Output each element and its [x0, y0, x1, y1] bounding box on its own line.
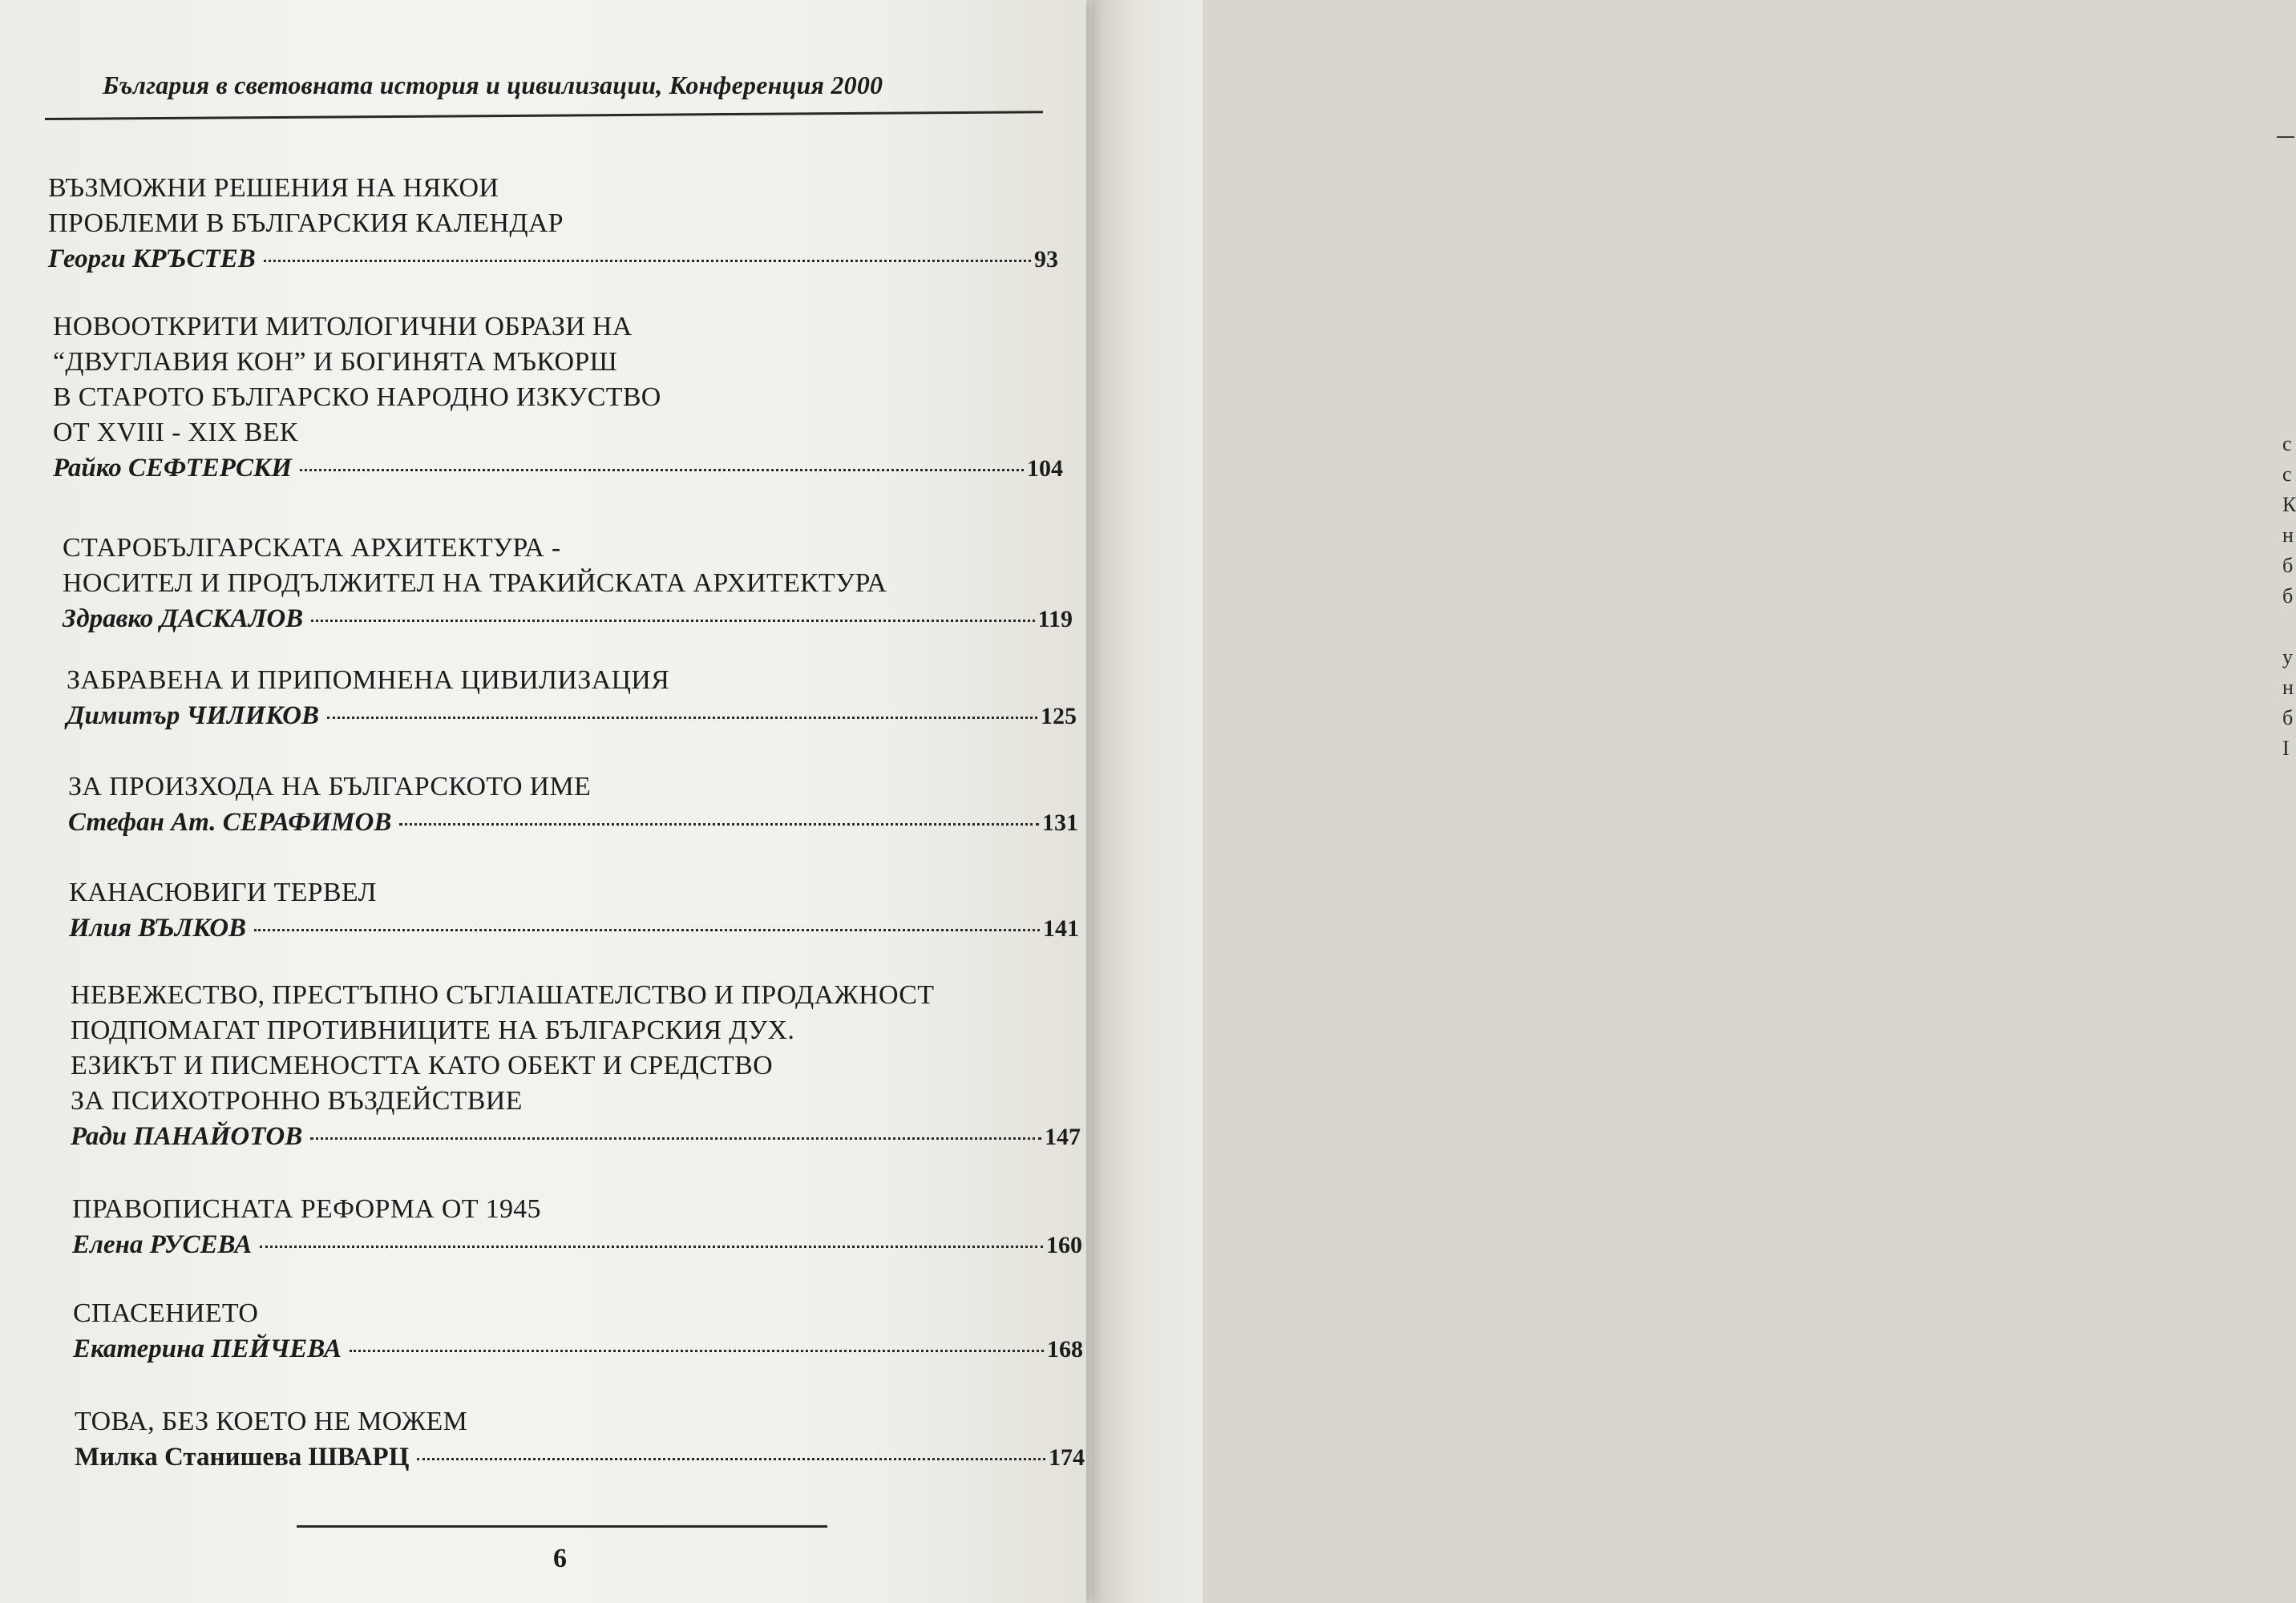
- entry-author: Милка Станишева ШВАРЦ: [75, 1443, 410, 1472]
- toc-entry: [48, 171, 1058, 277]
- entry-author: Райко СЕФТЕРСКИ: [53, 454, 292, 483]
- entry-page-number: 104: [1027, 455, 1063, 482]
- entry-title-line: НОСИТЕЛ И ПРОДЪЛЖИТЕЛ НА ТРАКИЙСКАТА АРХИТЕКТУРА: [63, 568, 887, 598]
- entry-title-line: ЗАБРАВЕНА И ПРИПОМНЕНА ЦИВИЛИЗАЦИЯ: [67, 665, 670, 695]
- entry-title-line: ВЪЗМОЖНИ РЕШЕНИЯ НА НЯКОИ: [48, 173, 499, 203]
- entry-title-line: КАНАСЮВИГИ ТЕРВЕЛ: [69, 878, 377, 907]
- dot-leader: [254, 929, 1040, 931]
- entry-page-number: 131: [1042, 810, 1078, 836]
- entry-author-row: [67, 698, 1077, 734]
- dot-leader: [300, 469, 1024, 471]
- entry-author: Екатерина ПЕЙЧЕВА: [73, 1334, 342, 1363]
- entry-author: Здравко ДАСКАЛОВ: [63, 604, 304, 633]
- entry-title-line: ПРАВОПИСНАТА РЕФОРМА ОТ 1945: [72, 1194, 541, 1224]
- facing-page-text-fragments: с с К н б б у н б I: [2282, 432, 2296, 760]
- entry-author: Георги КРЪСТЕВ: [48, 244, 256, 273]
- toc-entry: [73, 1296, 1083, 1367]
- entry-author: Ради ПАНАЙОТОВ: [71, 1122, 303, 1151]
- entry-page-number: 119: [1037, 606, 1073, 632]
- dot-leader: [417, 1458, 1045, 1460]
- entry-title-line: ТОВА, БЕЗ КОЕТО НЕ МОЖЕМ: [75, 1407, 468, 1436]
- entry-author-row: [73, 1331, 1083, 1367]
- entry-author: Елена РУСЕВА: [72, 1230, 253, 1259]
- toc-entry: [69, 875, 1079, 947]
- entry-author-row: [68, 805, 1078, 841]
- entry-title-line: В СТАРОТО БЪЛГАРСКО НАРОДНО ИЗКУСТВО: [53, 382, 661, 412]
- dot-leader: [327, 717, 1037, 719]
- entry-title-line: ЗА ПСИХОТРОННО ВЪЗДЕЙСТВИЕ: [71, 1086, 523, 1116]
- entry-author-row: [63, 601, 1073, 637]
- dot-leader: [311, 620, 1034, 622]
- entry-author-row: [75, 1439, 1085, 1476]
- footer-rule: [297, 1525, 827, 1528]
- toc-entry: [71, 978, 1081, 1155]
- entry-page-number: 93: [1034, 246, 1058, 273]
- entry-author-row: [48, 241, 1058, 277]
- facing-page-rule: [2277, 136, 2294, 138]
- toc-entry: [75, 1404, 1085, 1476]
- toc-entry: [68, 769, 1078, 841]
- entry-title-line: ОТ XVIII - XIX ВЕК: [53, 418, 298, 447]
- entry-author: Димитър ЧИЛИКОВ: [67, 701, 319, 730]
- entry-page-number: 168: [1047, 1336, 1083, 1363]
- toc-entry: [67, 663, 1077, 734]
- entry-page-number: 174: [1049, 1444, 1085, 1471]
- entry-title-line: ЗА ПРОИЗХОДА НА БЪЛГАРСКОТО ИМЕ: [68, 772, 592, 802]
- entry-page-number: 125: [1041, 703, 1077, 729]
- dot-leader: [350, 1350, 1044, 1352]
- entry-title-line: СТАРОБЪЛГАРСКАТА АРХИТЕКТУРА -: [63, 533, 561, 563]
- entry-author: Стефан Ат. СЕРАФИМОВ: [68, 808, 392, 837]
- dot-leader: [399, 823, 1039, 826]
- dot-leader: [260, 1246, 1043, 1248]
- entry-title-line: НОВООТКРИТИ МИТОЛОГИЧНИ ОБРАЗИ НА: [53, 312, 633, 341]
- toc-entry: [53, 309, 1063, 487]
- dot-leader: [310, 1137, 1041, 1140]
- facing-page-edge: [1092, 0, 2296, 1603]
- entry-title-line: “ДВУГЛАВИЯ КОН” И БОГИНЯТА МЪКОРШ: [53, 347, 618, 377]
- entry-title-line: ПРОБЛЕМИ В БЪЛГАРСКИЯ КАЛЕНДАР: [48, 208, 564, 238]
- table-of-contents: [0, 0, 1086, 1603]
- dot-leader: [264, 260, 1031, 262]
- entry-title-line: ЕЗИКЪТ И ПИСМЕНОСТТА КАТО ОБЕКТ И СРЕДСТВО: [71, 1051, 773, 1080]
- entry-author-row: [69, 911, 1079, 947]
- entry-title-line: СПАСЕНИЕТО: [73, 1298, 259, 1328]
- entry-page-number: 141: [1043, 915, 1079, 942]
- entry-author: Илия ВЪЛКОВ: [69, 914, 247, 943]
- entry-page-number: 147: [1045, 1124, 1081, 1150]
- entry-author-row: [72, 1227, 1082, 1263]
- entry-author-row: [53, 450, 1063, 487]
- entry-title-line: НЕВЕЖЕСТВО, ПРЕСТЪПНО СЪГЛАШАТЕЛСТВО И ПРОДАЖНОСТ: [71, 980, 935, 1010]
- running-head: България в световната история и цивилизации, Конференция 2000: [103, 71, 883, 99]
- entry-page-number: 160: [1046, 1232, 1082, 1258]
- toc-entry: [72, 1192, 1082, 1263]
- entry-title-line: ПОДПОМАГАТ ПРОТИВНИЦИТЕ НА БЪЛГАРСКИЯ ДУХ.: [71, 1016, 795, 1045]
- book-page: [0, 0, 1086, 1603]
- entry-author-row: [71, 1119, 1081, 1155]
- page-number: 6: [553, 1544, 567, 1573]
- toc-entry: [63, 531, 1073, 637]
